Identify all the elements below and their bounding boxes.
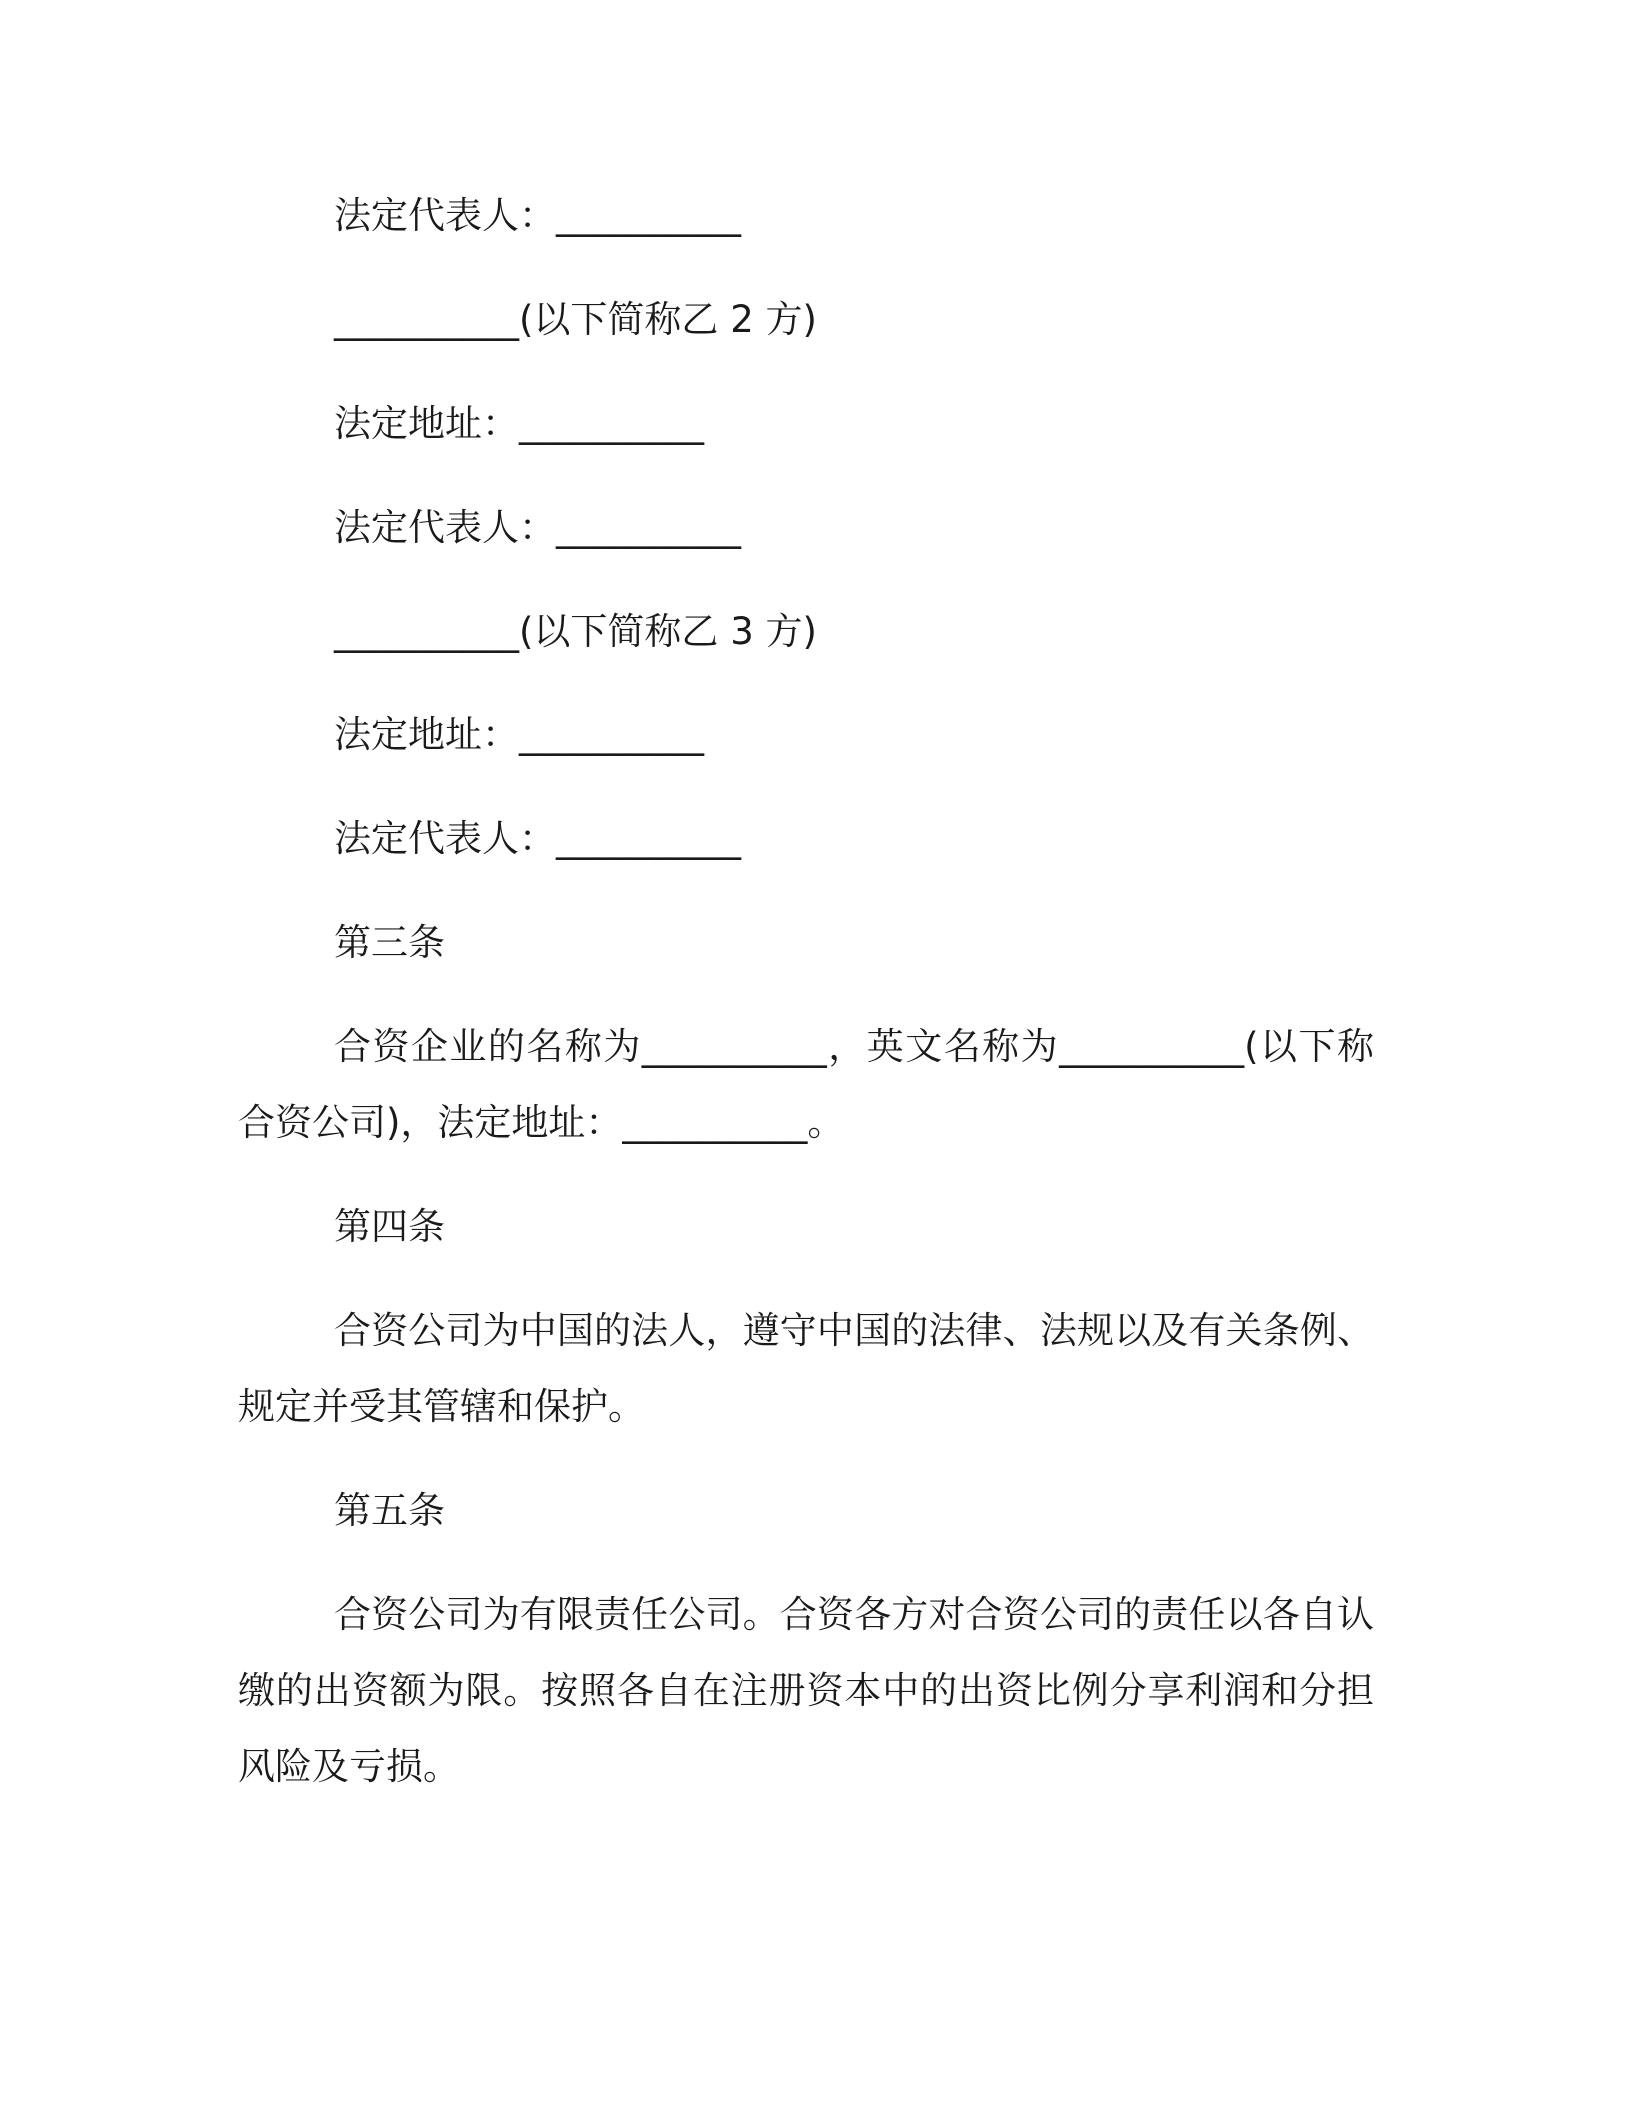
article-3-paragraph: 合资企业的名称为__________，英文名称为__________(以下称合资公司)，法定地址：__________。 (238, 1025, 1374, 1144)
legal-representative-line: 法定代表人：__________ (334, 194, 741, 237)
legal-address-line: 法定地址：__________ (334, 713, 704, 756)
party-b2-line: __________(以下简称乙 2 方) (334, 298, 817, 341)
article-4-paragraph: 合资公司为中国的法人，遵守中国的法律、法规以及有关条例、规定并受其管辖和保护。 (238, 1309, 1374, 1428)
legal-address-line: 法定地址：__________ (334, 402, 704, 445)
article-4-heading: 第四条 (334, 1205, 445, 1248)
legal-representative-line: 法定代表人：__________ (334, 506, 741, 549)
article-5-heading: 第五条 (334, 1489, 445, 1532)
legal-representative-line: 法定代表人：__________ (334, 817, 741, 860)
article-5-paragraph: 合资公司为有限责任公司。合资各方对合资公司的责任以各自认缴的出资额为限。按照各自在注册资本中的出资比例分享利润和分担风险及亏损。 (238, 1593, 1374, 1788)
party-b3-line: __________(以下简称乙 3 方) (334, 610, 817, 653)
article-3-heading: 第三条 (334, 921, 445, 964)
